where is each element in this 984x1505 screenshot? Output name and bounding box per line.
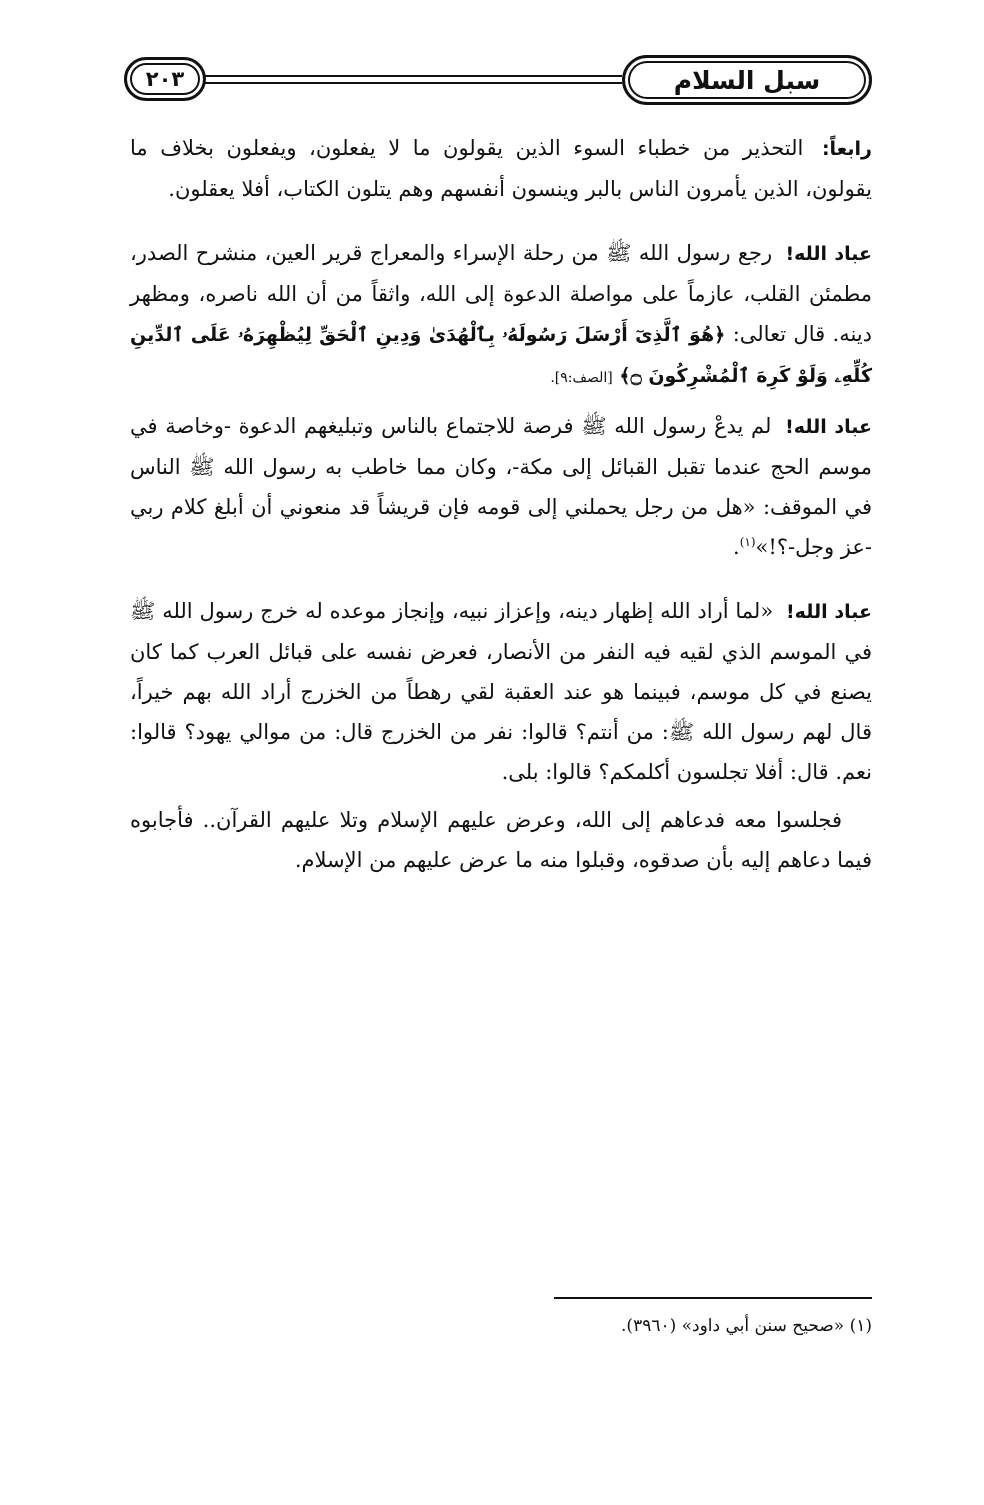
paragraph-text: «لما أراد الله إظهار دينه، وإعزاز نبيه، وإنجاز موعده له خرج رسول الله ﷺ في الموسم الذي لقيه فيه النفر من الأنصار، فعرض نفسه على قبائل العرب كما كان يصنع في كل موسم، فبينما هو عند العقبة لقي رهطاً من الخزرج أراد الله بهم خيراً، قال لهم رسول الله ﷺ: من أنتم؟ قالوا: نفر من الخزرج قال: من موالي يهود؟ قالوا: نعم. قال: أفلا تجلسون أكلمكم؟ قالوا: بلى. bbox=[130, 599, 872, 784]
paragraph-lead: عباد الله! bbox=[786, 601, 872, 623]
footnote: (١) «صحيح سنن أبي داود» (٣٩٦٠). bbox=[621, 1316, 872, 1336]
paragraph-text: رجع رسول الله ﷺ من رحلة الإسراء والمعراج قرير العين، منشرح الصدر، مطمئن القلب، عازماً على مواصلة الدعوة إلى الله، واثقاً من أن الله ناصره، ومظهر دينه. قال تعالى: bbox=[130, 241, 873, 346]
paragraph-lead: عباد الله! bbox=[785, 243, 872, 265]
page-number-frame bbox=[124, 57, 206, 101]
paragraph-tail: . bbox=[733, 535, 740, 559]
paragraph bbox=[130, 800, 872, 880]
paragraph bbox=[130, 233, 872, 398]
footnote-separator bbox=[554, 1297, 872, 1299]
paragraph-text: لم يدعْ رسول الله ﷺ فرصة للاجتماع بالناس وتبليغهم الدعوة -وخاصة في موسم الحج عندما تقبل القبائل إلى مكة-، وكان مما خاطب به رسول الله ﷺ الناس في الموقف: «هل من رجل يحملني إلى قومه فإن قريشاً قد منعوني أن أبلغ كلام ربي -عز وجل-؟!» bbox=[130, 414, 872, 559]
paragraph-text: التحذير من خطباء السوء الذين يقولون ما لا يفعلون، ويفعلون بخلاف ما يقولون، الذين يأمرون الناس بالبر وينسون أنفسهم وهم يتلون الكتاب، أفلا يعقلون. bbox=[130, 136, 872, 201]
paragraph-lead: عباد الله! bbox=[785, 416, 872, 438]
page-number: ٢٠٣ bbox=[145, 67, 185, 91]
footnote-marker[interactable]: (١) bbox=[739, 535, 756, 549]
page-body bbox=[130, 128, 872, 880]
header-rule bbox=[204, 75, 622, 77]
paragraph-text: فجلسوا معه فدعاهم إلى الله، وعرض عليهم الإسلام وتلا عليهم القرآن.. فأجابوه فيما دعاهم إليه بأن صدقوه، وقبلوا منه ما عرض عليهم من الإسلام. bbox=[130, 808, 872, 872]
book-title-frame bbox=[622, 55, 872, 105]
header-rule bbox=[204, 82, 622, 84]
paragraph-lead: رابعاً: bbox=[821, 138, 872, 160]
quran-verse: ﴿هُوَ ٱلَّذِىٓ أَرْسَلَ رَسُولَهُۥ بِٱلْهُدَىٰ وَدِينِ ٱلْحَقِّ لِيُظْهِرَهُۥ عَلَى ٱلدِّينِ كُلِّهِۦ وَلَوْ كَرِهَ ٱلْمُشْرِكُونَ ۝﴾ bbox=[130, 324, 872, 387]
paragraph bbox=[130, 591, 872, 792]
page-header bbox=[124, 55, 872, 111]
book-title: سبل السلام bbox=[673, 65, 821, 95]
paragraph bbox=[130, 406, 872, 567]
paragraph bbox=[130, 128, 872, 209]
verse-reference: [الصف:٩]. bbox=[550, 370, 613, 386]
